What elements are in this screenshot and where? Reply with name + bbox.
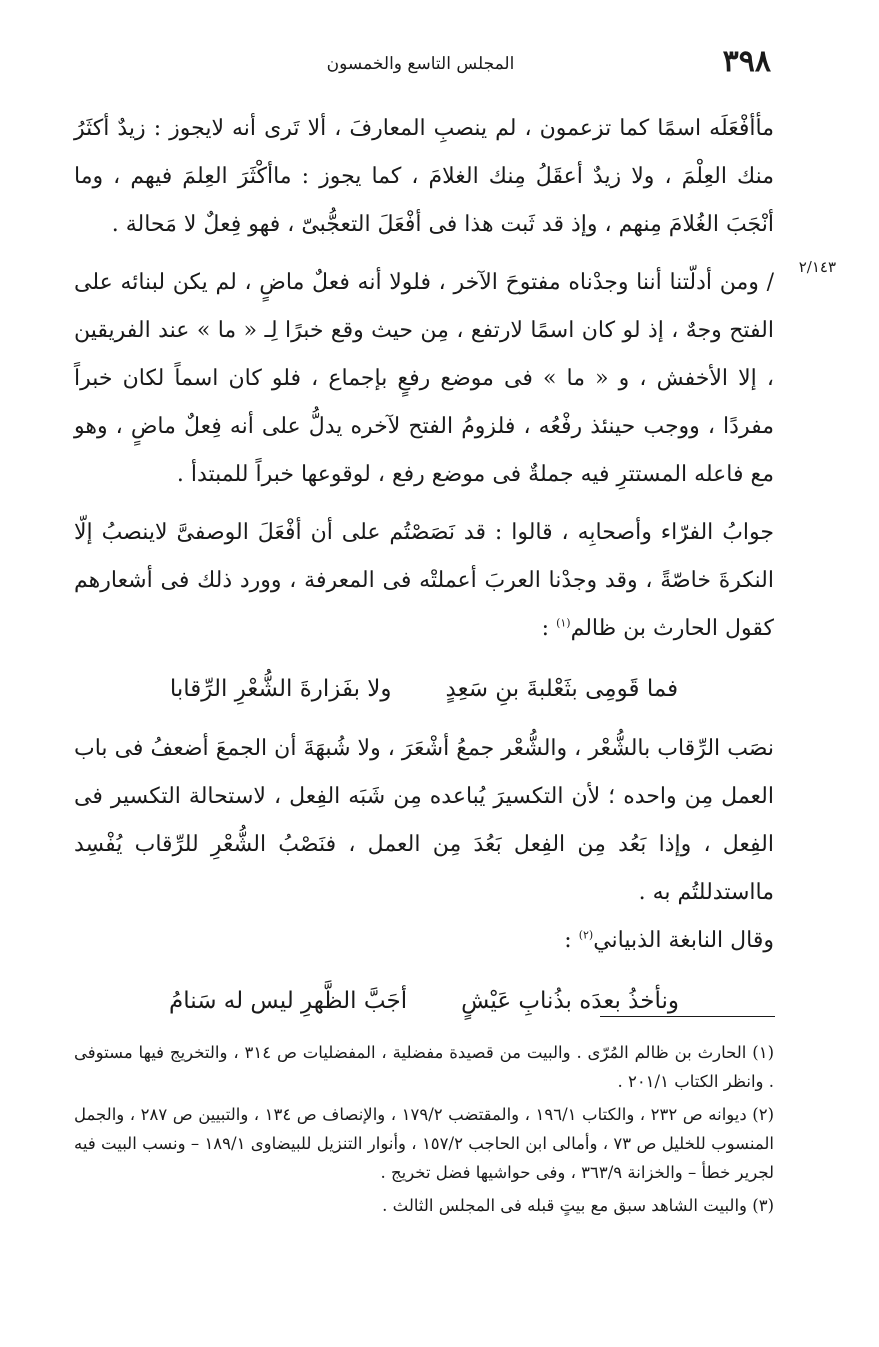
paragraph [74,509,774,653]
paragraph-text: جوابُ الفرّاء وأصحابِه ، قالوا : قد نَصَصْتُم على أن أفْعَلَ الوصفىَّ لاينصبُ إلّا النكرةَ خاصّةً ، وقد وجدْنا العربَ أعملتْه فى المعرفة ، وورد ذلك فى أشعارهم كقول الحارث بن ظالم [74,520,774,641]
verse-line [74,971,774,1031]
verse-intro [74,917,774,965]
verse-hemistich-second: أجَبَّ الظَّهرِ ليس له سَنامُ [169,988,408,1014]
verse-intro-text: وقال النابغة الذبياني [593,928,774,953]
running-title: المجلس التاسع والخمسون [326,54,515,74]
paragraph: نصَب الرِّقاب بالشُّعْر ، والشُّعْر جمعُ أشْعَرَ ، ولا شُبهَةَ أن الجمعَ أضعفُ فى باب العمل مِن واحده ؛ لأن التكسيرَ يُباعده مِن شَبَه الفِعل ، لاستحالة التكسير فى الفِعل ، وإذا بَعُد مِن الفِعل بَعُدَ مِن العمل ، فنَصْبُ الشُّعْرِ للرِّقاب يُفْسِد مااستدللتُم به . [74,736,774,905]
verse-hemistich-first: ونأخذُ بعدَه بذُنابِ عَيْشٍ [461,988,679,1014]
main-text [74,105,774,1037]
verse-hemistich-second: ولا بفَزارةَ الشُّعْرِ الرِّقابا [169,676,392,702]
footnote: (١) الحارث بن ظالم المُرّى . والبيت من قصيدة مفضلية ، المفضليات ص ٣١٤ ، والتخريج فيها مستوفى . وانظر الكتاب ٢٠١/١ . [74,1043,774,1091]
verse-hemistich-first: فما قَومِى بثَعْلبةَ بنِ سَعِدٍ [445,676,679,702]
paragraph: مأأفْعَلَه اسمًا كما تزعمون ، لم ينصبِ المعارفَ ، ألا تَرى أنه لايجوز : زيدٌ أكثَرُ منك العِلْمَ ، ولا زيدٌ أعقَلُ مِنك الغلامَ ، كما يجوز : ماأكْثَرَ العِلمَ فيهم ، وما أنْجَبَ الغُلامَ مِنهم ، وإذ قد ثَبت هذا فى أفْعَلَ التعجُّبىّ ، فهو فِعلٌ لا مَحالة . [74,116,774,237]
footnote-marker: (١) [556,616,571,630]
footnote-divider [600,1016,775,1017]
paragraph: / ومن أدلّتنا أننا وجدْناه مفتوحَ الآخر ، فلولا أنه فعلٌ ماضٍ ، لم يكن لبنائه على الفتح وجهٌ ، إذ لو كان اسمًا لارتفع ، مِن حيث وقع خبرًا لِـ « ما » عند الفريقين ، إلا الأخفش ، و « ما » فى موضع رفعٍ بإجماع ، فلو كان اسماً لكان خبراً مفردًا ، ووجب حينئذ رفْعُه ، فلزومُ الفتح لآخره يدلُّ على أنه فِعلٌ ماضٍ ، وهو مع فاعله المستترِ فيه جملةٌ فى موضع رفع ، لوقوعها خبراً للمبتدأ . [74,270,774,487]
footnote: (٣) والبيت الشاهد سبق مع بيتٍ قبله فى المجلس الثالث . [382,1196,774,1215]
margin-reference: ٢/١٤٣ [798,258,836,276]
colon: : [564,928,579,953]
footnotes [74,1038,774,1224]
page-number: ٣٩٨ [722,44,771,79]
verse-line [74,659,774,719]
page-header [70,44,771,84]
footnote: (٢) ديوانه ص ٢٣٢ ، والكتاب ١٩٦/١ ، والمقتضب ١٧٩/٢ ، والإنصاف ص ١٣٤ ، والتبيين ص ٢٨٧ ، والجمل المنسوب للخليل ص ٧٣ ، وأمالى ابن الحاجب ١٥٧/٢ ، وأنوار التنزيل للبيضاوى ١٨٩/١ – ونسب البيت فيه لجرير خطأ – والخزانة ٣٦٣/٩ ، وفى حواشيها فضل تخريج . [74,1105,775,1182]
footnote-marker: (٢) [578,928,594,942]
colon: : [541,616,557,641]
